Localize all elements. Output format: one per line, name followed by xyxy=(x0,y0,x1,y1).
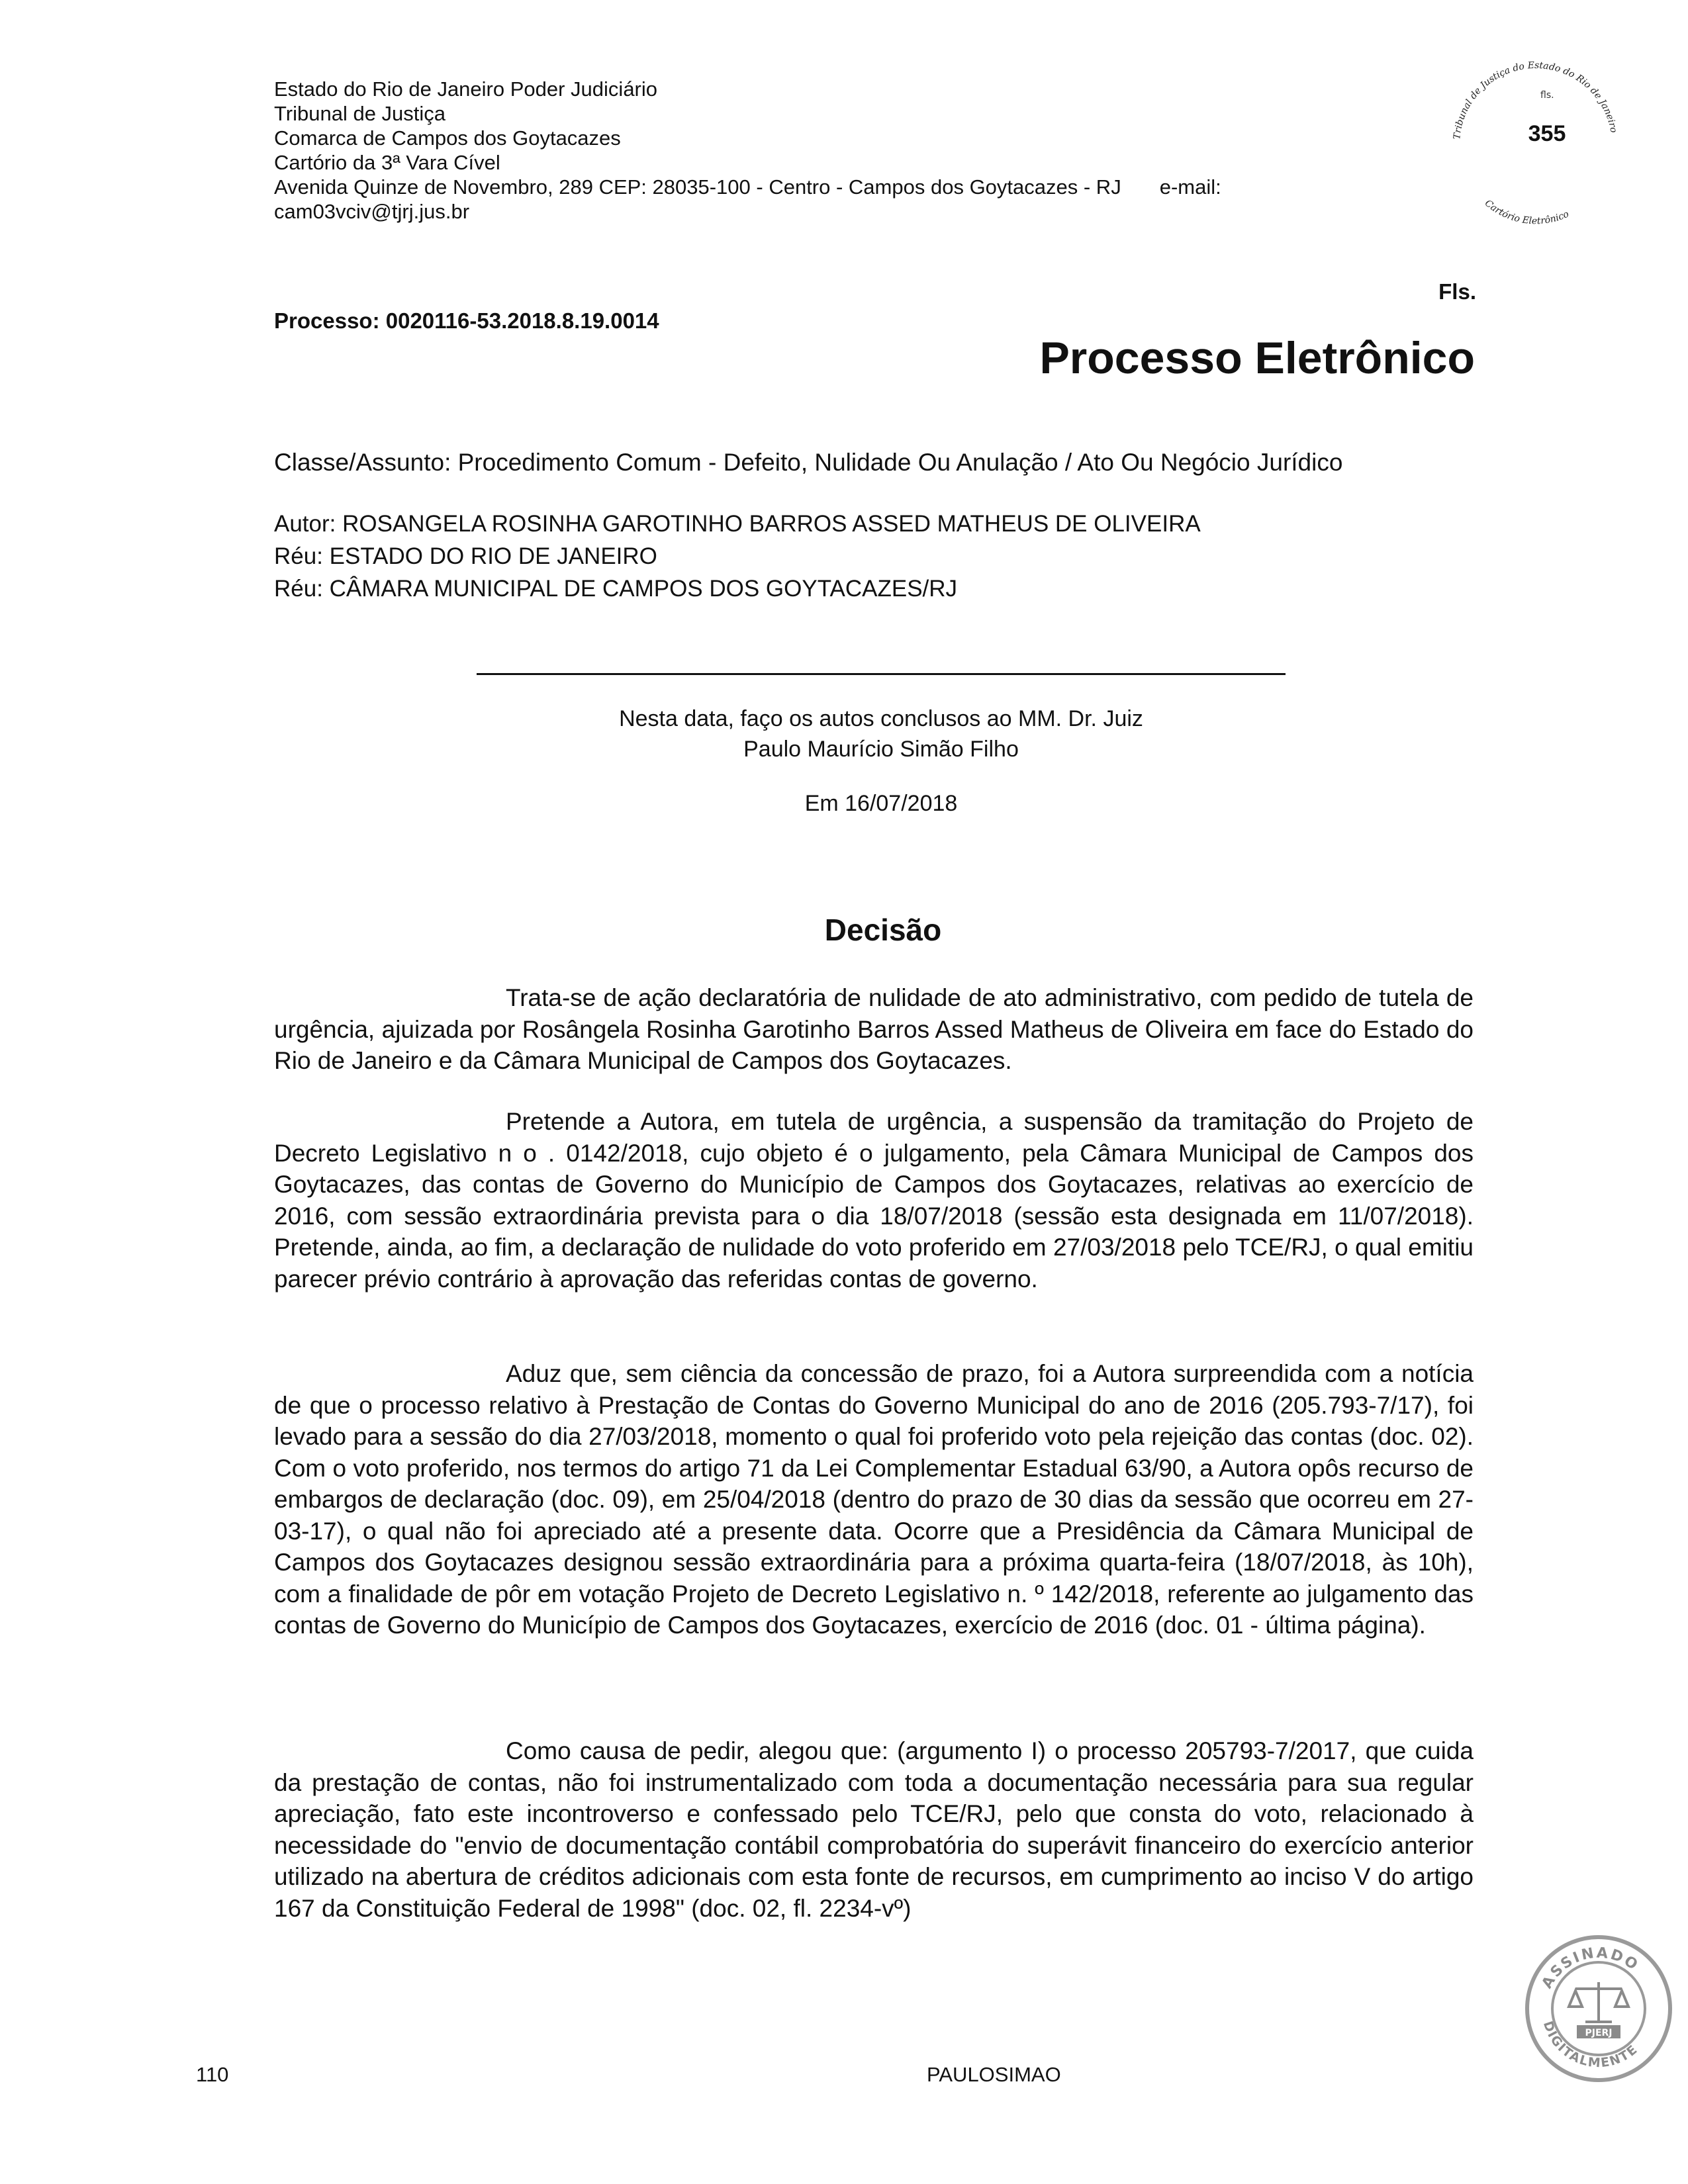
decision-paragraph: Como causa de pedir, alegou que: (argumento I) o processo 205793-7/2017, que cuida da prestação de contas, não foi instrumentalizado com toda a documentação necessária para sua regular apreciação, fato este incontroverso e confessado pelo TCE/RJ, pelo que consta do voto, relacionado à necessidade do "envio de documentação contábil comprobatória do superávit financeiro do exercício anterior utilizado na abertura de créditos adicionais com esta fonte de recursos, em cumprimento ao inciso V do artigo 167 da Constituição Federal de 1998" (doc. 02, fl. 2234-vº) xyxy=(274,1737,1474,1922)
conclusion-note xyxy=(477,704,1286,764)
header-line: Cartório da 3ª Vara Cível xyxy=(274,151,500,174)
decision-paragraph: Aduz que, sem ciência da concessão de prazo, foi a Autora surpreendida com a notícia de que o processo relativo à Prestação de Contas do Governo Municipal do ano de 2016 (205.793-7/17), foi levado para a sessão do dia 27/03/2018, momento o qual foi proferido voto pela rejeição das contas (doc. 02). Com o voto proferido, nos termos do artigo 71 da Lei Complementar Estadual 63/90, a Autora opôs recurso de embargos de declaração (doc. 09), em 25/04/2018 (dentro do prazo de 30 dias da sessão que ocorreu em 27-03-17), o qual não foi apreciado até a presente data. Ocorre que a Presidência da Câmara Municipal de Campos dos Goytacazes designou sessão extraordinária para a próxima quarta-feira (18/07/2018, às 10h), com a finalidade de pôr em votação Projeto de Decreto Legislativo n. º 142/2018, referente ao julgamento das contas de Governo do Município de Campos dos Goytacazes, exercício de 2016 (doc. 01 - última página). xyxy=(274,1360,1474,1639)
fls-label: Fls. xyxy=(1438,279,1476,304)
header-address-line xyxy=(274,175,1221,199)
process-number: Processo: 0020116-53.2018.8.19.0014 xyxy=(274,308,659,333)
seal-ring-top: ASSINADO xyxy=(1538,1944,1642,1992)
separator-line xyxy=(477,673,1286,675)
court-header xyxy=(274,77,1221,224)
header-line: Tribunal de Justiça xyxy=(274,102,446,125)
email-label: e-mail: xyxy=(1159,175,1221,199)
decision-heading: Decisão xyxy=(824,913,942,947)
class-subject: Classe/Assunto: Procedimento Comum - Defeito, Nulidade Ou Anulação / Ato Ou Negócio Jurídico xyxy=(274,449,1343,476)
stamp-fls-label: fls. xyxy=(1540,90,1554,101)
judge-name: Paulo Maurício Simão Filho xyxy=(743,737,1019,762)
header-email: cam03vciv@tjrj.jus.br xyxy=(274,200,470,223)
conclusion-date: Em 16/07/2018 xyxy=(804,791,958,816)
party-defendant: Réu: CÂMARA MUNICIPAL DE CAMPOS DOS GOYTACAZES/RJ xyxy=(274,576,958,602)
footer-user: PAULOSIMAO xyxy=(927,2063,1061,2086)
seal-emblem-text: PJERJ xyxy=(1585,2028,1613,2038)
conclusion-line: Nesta data, faço os autos conclusos ao MM. Dr. Juiz xyxy=(619,706,1143,731)
header-address: Avenida Quinze de Novembro, 289 CEP: 28035-100 - Centro - Campos dos Goytacazes - RJ xyxy=(274,175,1121,199)
seal-ring-bottom: DIGITALMENTE xyxy=(1540,2019,1641,2071)
header-line: Estado do Rio de Janeiro Poder Judiciário xyxy=(274,77,658,101)
parties-list xyxy=(274,508,1201,605)
digital-signature-seal xyxy=(1523,1933,1675,2085)
document-title: Processo Eletrônico xyxy=(1039,333,1475,383)
stamp-page-number: 355 xyxy=(1528,121,1566,146)
header-line: Comarca de Campos dos Goytacazes xyxy=(274,126,621,150)
stamp-ring-text-top: Tribunal de Justiça do Estado do Rio de Janeiro xyxy=(1452,60,1619,140)
stamp-ring-text-bottom: Cartório Eletrônico xyxy=(1482,198,1571,227)
footer-page-number: 110 xyxy=(196,2063,229,2086)
court-stamp xyxy=(1427,32,1645,250)
decision-paragraph: Trata-se de ação declaratória de nulidade de ato administrativo, com pedido de tutela de urgência, ajuizada por Rosângela Rosinha Garotinho Barros Assed Matheus de Oliveira em face do Estado do Rio de Janeiro e da Câmara Municipal de Campos dos Goytacazes. xyxy=(274,984,1474,1074)
party-author: Autor: ROSANGELA ROSINHA GAROTINHO BARROS ASSED MATHEUS DE OLIVEIRA xyxy=(274,511,1201,537)
decision-paragraph: Pretende a Autora, em tutela de urgência, a suspensão da tramitação do Projeto de Decreto Legislativo n o . 0142/2018, cujo objeto é o julgamento, pela Câmara Municipal de Campos dos Goytacazes, das contas de Governo do Município de Campos dos Goytacazes, relativas ao exercício de 2016, com sessão extraordinária prevista para o dia 18/07/2018 (sessão esta designada em 11/07/2018). Pretende, ainda, ao fim, a declaração de nulidade do voto proferido em 27/03/2018 pelo TCE/RJ, o qual emitiu parecer prévio contrário à aprovação das referidas contas de governo. xyxy=(274,1108,1474,1293)
party-defendant: Réu: ESTADO DO RIO DE JANEIRO xyxy=(274,543,657,569)
